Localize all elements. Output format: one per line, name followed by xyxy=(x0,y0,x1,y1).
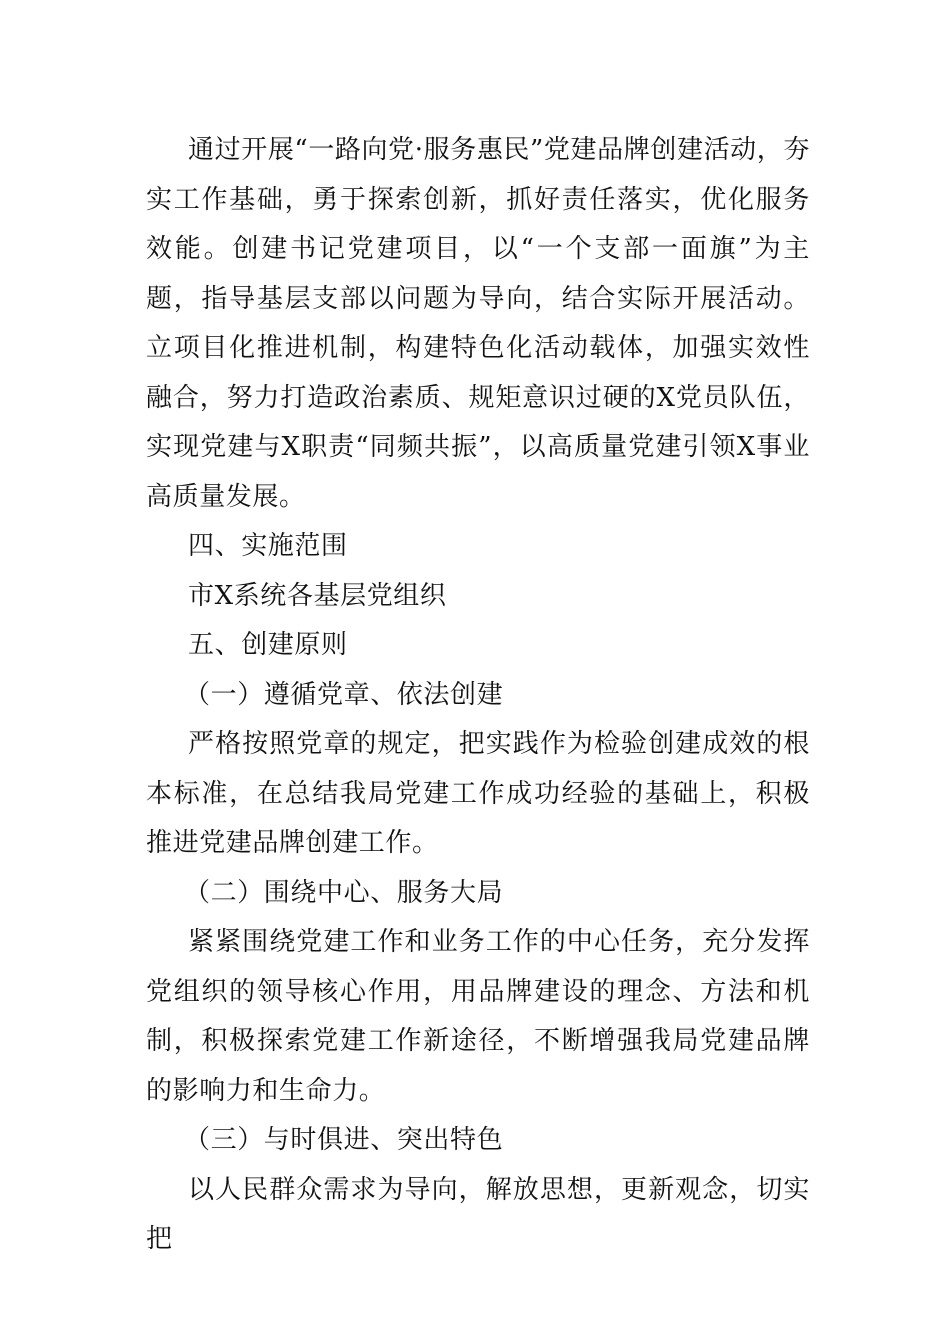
principle-3-paragraph: 以人民群众需求为导向，解放思想，更新观念，切实把 xyxy=(146,1174,810,1254)
principle-1-paragraph: 严格按照党章的规定，把实践作为检验创建成效的根本标准，在总结我局党建工作成功经验的基础上，积极推进党建品牌创建工作。 xyxy=(146,729,810,858)
principle-2-heading: （二）围绕中心、服务大局 xyxy=(184,877,504,908)
intro-paragraph: 通过开展“一路向党·服务惠民”党建品牌创建活动，夯实工作基础，勇于探索创新，抓好责任落实，优化服务效能。创建书记党建项目，以“一个支部一面旗”为主题，指导基层支部以问题为导向，结合实际开展活动。立项目化推进机制，构建特色化活动载体，加强实效性融合，努力打造政治素质、规矩意识过硬的X党员队伍，实现党建与X职责“同频共振”，以高质量党建引领X事业高质量发展。 xyxy=(146,135,811,512)
document-body xyxy=(146,126,810,1265)
principle-2-paragraph: 紧紧围绕党建工作和业务工作的中心任务，充分发挥党组织的领导核心作用，用品牌建设的理念、方法和机制，积极探索党建工作新途径，不断增强我局党建品牌的影响力和生命力。 xyxy=(146,927,810,1106)
section-heading-principles: 五、创建原则 xyxy=(188,630,348,660)
section-heading-scope: 四、实施范围 xyxy=(188,531,348,561)
principle-1-heading: （一）遵循党章、依法创建 xyxy=(184,679,504,710)
scope-paragraph: 市X系统各基层党组织 xyxy=(188,580,447,611)
principle-3-heading: （三）与时俱进、突出特色 xyxy=(184,1125,504,1155)
